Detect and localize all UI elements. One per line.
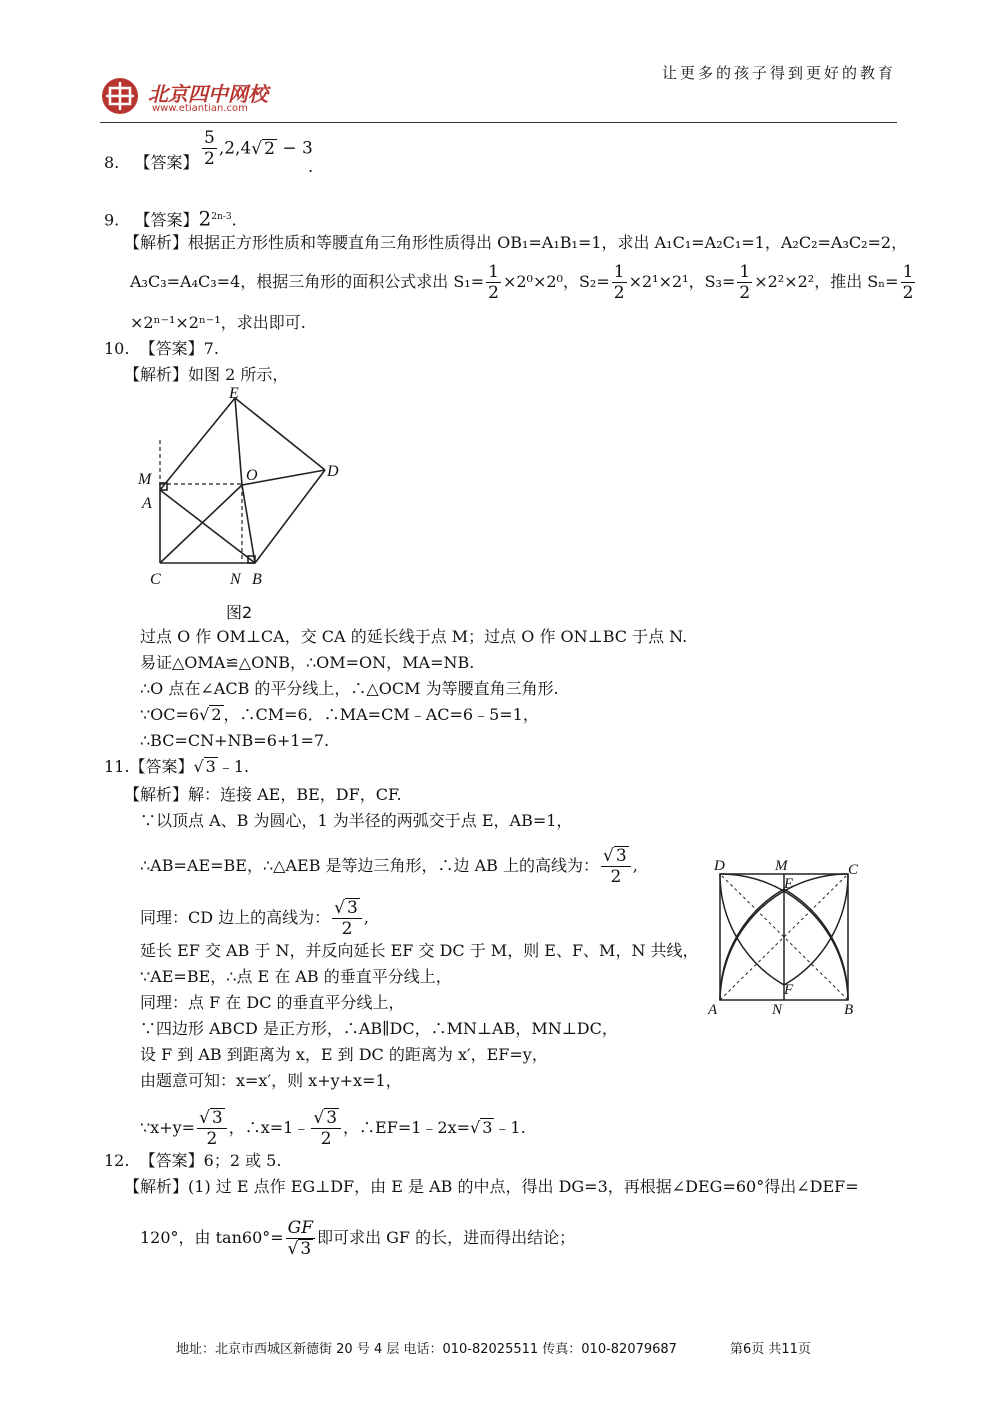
q10-label-d: D xyxy=(327,463,339,480)
q12-explanation-line2: 120°，由 tan60°= $\frac{GF}{√ 3}$ 即可求出 GF 的长，进而得出结论； xyxy=(140,1218,576,1259)
q11-explanation-intro: 【解析】解：连接 AE，BE，DF，CF. xyxy=(124,785,402,804)
q9-explanation-line2: A₃C₃=A₄C₃=4，根据三角形的面积公式求出 S₁= $\frac{1}{2}$ ×2⁰×2⁰，S₂= $\frac{1}{2}$ ×2¹×2¹，S₃= $\frac{1}{2}$ ×2²×2²，推出 Sₙ= $\frac{1}{2}$ xyxy=(130,262,914,303)
q11-step9: 由题意可知：x=x′，则 x+y+x=1， xyxy=(140,1071,402,1090)
q11-label-d: D xyxy=(714,858,725,874)
q11-label-f: F xyxy=(784,982,794,998)
q11-label-n: N xyxy=(772,1002,783,1018)
q11-step8: 设 F 到 AB 到距离为 x，E 到 DC 的距离为 x′，EF=y， xyxy=(140,1045,548,1064)
q9-explanation-line1: 【解析】根据正方形性质和等腰直角三角形性质得出 OB₁=A₁B₁=1，求出 A₁C₁=A₂C₁=1，A₂C₂=A₃C₂=2， xyxy=(124,233,908,252)
q8-formula: $\frac{5}{2}$ ,2,4√ 2 − 3 xyxy=(204,128,313,169)
q10-label-o: O xyxy=(246,467,258,484)
q9-answer: 9. 【答案】$2^{2n-3}$. xyxy=(104,206,237,231)
q10-label-c: C xyxy=(150,571,161,588)
q11-step4: 延长 EF 交 AB 于 N，并反向延长 EF 交 DC 于 M，则 E、F、M，N 共线， xyxy=(140,941,699,960)
q11-step6: 同理：点 F 在 DC 的垂直平分线上， xyxy=(140,993,405,1012)
q8-period: . xyxy=(308,157,314,176)
q10-step4: ∵OC=6√ 2 ，∴CM=6．∴MA=CM﹣AC=6﹣5=1， xyxy=(140,705,539,724)
q11-step5: ∵AE=BE，∴点 E 在 AB 的垂直平分线上， xyxy=(140,967,452,986)
logo-title: 北京四中网校 xyxy=(148,82,268,106)
header-rule xyxy=(100,122,897,123)
q11-step2: ∴AB=AE=BE，∴△AEB 是等边三角形，∴边 AB 上的高线为： $\frac{√ 3}{2}$ , xyxy=(140,846,638,887)
q9-explanation-line3: ×2ⁿ⁻¹×2ⁿ⁻¹，求出即可. xyxy=(130,313,306,332)
q10-step2: 易证△OMA≌△ONB，∴OM=ON，MA=NB. xyxy=(140,653,475,672)
q10-step3: ∴O 点在∠ACB 的平分线上，∴△OCM 为等腰直角三角形. xyxy=(140,679,559,698)
q12-explanation-line1: 【解析】(1) 过 E 点作 EG⊥DF，由 E 是 AB 的中点，得出 DG=3，再根据∠DEG=60°得出∠DEF= xyxy=(124,1177,859,1196)
footer-address: 地址：北京市西城区新德街 20 号 4 层 电话：010-82025511 传真：010-82079687 xyxy=(176,1342,677,1357)
q10-step1: 过点 O 作 OM⊥CA，交 CA 的延长线于点 M；过点 O 作 ON⊥BC 于点 N. xyxy=(140,627,688,646)
q11-answer: 11.【答案】√ 3 ﹣1. xyxy=(104,757,250,776)
q10-figure-caption: 图2 xyxy=(226,603,253,622)
q10-step5: ∴BC=CN+NB=6+1=7. xyxy=(140,731,330,750)
q12-answer: 12. 【答案】6；2 或 5. xyxy=(104,1151,282,1170)
q11-step7: ∵四边形 ABCD 是正方形，∴AB∥DC，∴MN⊥AB，MN⊥DC， xyxy=(140,1019,618,1038)
q11-step1: ∵以顶点 A、B 为圆心，1 为半径的两弧交于点 E，AB=1， xyxy=(140,811,573,830)
q11-step3: 同理：CD 边上的高线为： $\frac{√ 3}{2}$ , xyxy=(140,898,369,939)
q10-figure xyxy=(130,380,360,630)
q10-label-a: A xyxy=(142,495,152,512)
q10-answer: 10. 【答案】7. xyxy=(104,339,219,358)
footer-page-number: 第6页 共11页 xyxy=(730,1342,811,1357)
q10-label-b: B xyxy=(252,571,262,588)
q11-label-a: A xyxy=(708,1002,718,1018)
q11-step10: ∵x+y= $\frac{√ 3}{2}$ ，∴x=1﹣ $\frac{√ 3}{2}$ ，∴EF=1﹣2x=√ 3 ﹣1. xyxy=(140,1108,526,1149)
logo-url: www.etiantian.com xyxy=(152,103,248,114)
q10-label-n: N xyxy=(230,571,241,588)
q11-label-b: B xyxy=(844,1002,854,1018)
q11-label-c: C xyxy=(848,862,859,878)
slogan: 让更多的孩子得到更好的教育 xyxy=(661,64,896,82)
q10-label-m: M xyxy=(138,471,152,488)
q10-explanation-intro: 【解析】如图 2 所示， xyxy=(124,365,289,384)
school-logo-icon xyxy=(100,76,146,116)
q10-label-e: E xyxy=(229,385,239,402)
q11-figure xyxy=(700,852,870,1022)
q11-label-e: E xyxy=(784,876,794,892)
q8-answer: 8. 【答案】 xyxy=(104,153,199,172)
q11-label-m: M xyxy=(775,858,788,874)
